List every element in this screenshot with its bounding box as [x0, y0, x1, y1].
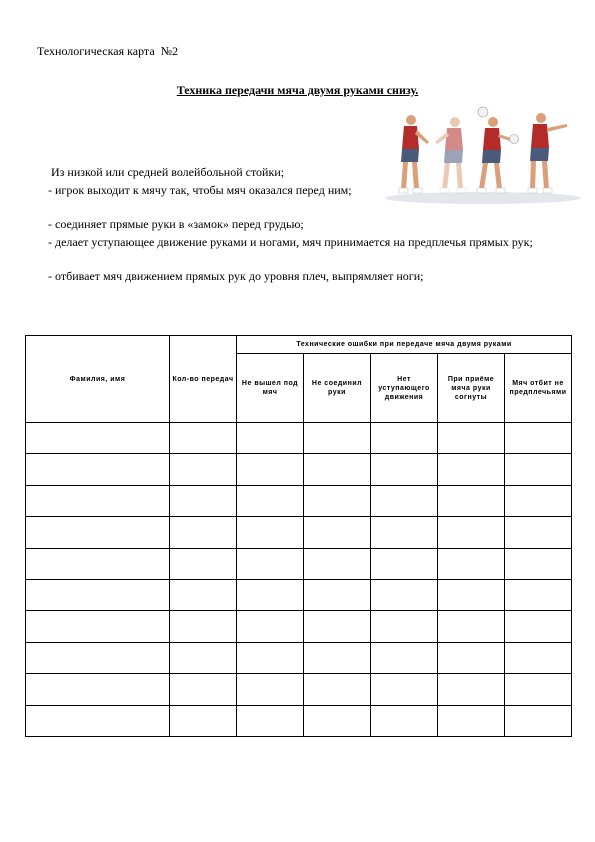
table-cell[interactable]: [237, 674, 304, 705]
table-cell[interactable]: [438, 423, 505, 454]
table-cell[interactable]: [170, 611, 237, 642]
table-cell[interactable]: [26, 674, 170, 705]
table-cell[interactable]: [304, 611, 371, 642]
table-cell[interactable]: [438, 454, 505, 485]
table-cell[interactable]: [304, 454, 371, 485]
step-1: - игрок выходит к мячу так, чтобы мяч оказался перед ним;: [48, 183, 352, 197]
table-cell[interactable]: [371, 485, 438, 516]
table-cell[interactable]: [438, 705, 505, 736]
table-cell[interactable]: [170, 705, 237, 736]
table-row: [26, 454, 572, 485]
table-row: [26, 611, 572, 642]
table-cell[interactable]: [26, 548, 170, 579]
table-cell[interactable]: [237, 611, 304, 642]
table-cell[interactable]: [304, 423, 371, 454]
document-label: Технологическая карта №2: [37, 44, 179, 58]
errors-group-header: Технические ошибки при передаче мяча двумя руками: [237, 336, 572, 354]
column-header-count: Кол-во передач: [170, 336, 237, 423]
table-cell[interactable]: [237, 454, 304, 485]
error-column-header-5: Мяч отбит не предплечьями: [505, 354, 572, 423]
table-cell[interactable]: [438, 548, 505, 579]
table-cell[interactable]: [26, 454, 170, 485]
error-column-header-2: Не соединил руки: [304, 354, 371, 423]
player-figure-4: [528, 113, 567, 193]
table-cell[interactable]: [505, 454, 572, 485]
table-cell[interactable]: [505, 705, 572, 736]
table-cell[interactable]: [304, 517, 371, 548]
table-cell[interactable]: [438, 485, 505, 516]
table-cell[interactable]: [237, 580, 304, 611]
table-cell[interactable]: [505, 580, 572, 611]
table-cell[interactable]: [304, 642, 371, 673]
table-cell[interactable]: [438, 580, 505, 611]
table-cell[interactable]: [505, 611, 572, 642]
table-cell[interactable]: [237, 642, 304, 673]
error-column-header-1: Не вышел под мяч: [237, 354, 304, 423]
table-row: [26, 548, 572, 579]
table-row: [26, 705, 572, 736]
table-cell[interactable]: [304, 674, 371, 705]
table-row: [26, 642, 572, 673]
table-cell[interactable]: [237, 705, 304, 736]
table-cell[interactable]: [26, 642, 170, 673]
table-cell[interactable]: [304, 548, 371, 579]
table-cell[interactable]: [505, 642, 572, 673]
error-column-header-3: Нет уступающего движения: [371, 354, 438, 423]
volleyball-players-illustration: [383, 104, 581, 204]
table-cell[interactable]: [170, 674, 237, 705]
table-row: [26, 517, 572, 548]
table-cell[interactable]: [170, 485, 237, 516]
step-3: - делает уступающее движение руками и ногами, мяч принимается на предплечья прямых рук;: [48, 235, 533, 249]
table-cell[interactable]: [371, 548, 438, 579]
table-cell[interactable]: [438, 642, 505, 673]
table-cell[interactable]: [237, 548, 304, 579]
intro-text: Из низкой или средней волейбольной стойки;: [51, 165, 285, 179]
table-cell[interactable]: [371, 642, 438, 673]
table-row: [26, 580, 572, 611]
table-cell[interactable]: [170, 548, 237, 579]
volleyball-icon-mid: [510, 135, 519, 144]
table-row: [26, 485, 572, 516]
intro-paragraph: [33, 164, 559, 181]
table-cell[interactable]: [237, 517, 304, 548]
table-cell[interactable]: [371, 517, 438, 548]
table-cell[interactable]: [371, 580, 438, 611]
table-cell[interactable]: [26, 611, 170, 642]
table-body: [26, 423, 572, 737]
table-cell[interactable]: [304, 485, 371, 516]
table-cell[interactable]: [371, 674, 438, 705]
table-cell[interactable]: [170, 517, 237, 548]
table-cell[interactable]: [304, 705, 371, 736]
table-cell[interactable]: [371, 611, 438, 642]
player-figure-2: [435, 117, 466, 193]
table-cell[interactable]: [170, 423, 237, 454]
volleyball-icon-top: [478, 107, 488, 117]
error-column-header-4: При приёме мяча руки согнуты: [438, 354, 505, 423]
table-cell[interactable]: [237, 423, 304, 454]
table-cell[interactable]: [26, 423, 170, 454]
assessment-table: [25, 335, 572, 737]
column-header-name: Фамилия, имя: [26, 336, 170, 423]
table-cell[interactable]: [505, 548, 572, 579]
table-cell[interactable]: [170, 642, 237, 673]
step-2: - соединяет прямые руки в «замок» перед грудью;: [48, 217, 304, 231]
table-cell[interactable]: [170, 580, 237, 611]
table-cell[interactable]: [26, 705, 170, 736]
player-figure-3: [477, 117, 519, 193]
table-cell[interactable]: [505, 517, 572, 548]
table-cell[interactable]: [304, 580, 371, 611]
table-cell[interactable]: [371, 454, 438, 485]
table-cell[interactable]: [505, 674, 572, 705]
table-cell[interactable]: [438, 517, 505, 548]
table-row: [26, 674, 572, 705]
table-cell[interactable]: [505, 423, 572, 454]
table-cell[interactable]: [26, 517, 170, 548]
table-cell[interactable]: [170, 454, 237, 485]
table-cell[interactable]: [371, 423, 438, 454]
step-4: - отбивает мяч движением прямых рук до уровня плеч, выпрямляет ноги;: [48, 269, 424, 283]
table-cell[interactable]: [505, 485, 572, 516]
table-cell[interactable]: [237, 485, 304, 516]
table-cell[interactable]: [26, 580, 170, 611]
table-cell[interactable]: [26, 485, 170, 516]
table-row: [26, 423, 572, 454]
document-title: Техника передачи мяча двумя руками снизу.: [176, 83, 419, 97]
table-cell[interactable]: [371, 705, 438, 736]
player-figure-1: [399, 115, 429, 193]
table-cell[interactable]: [438, 611, 505, 642]
table-cell[interactable]: [438, 674, 505, 705]
